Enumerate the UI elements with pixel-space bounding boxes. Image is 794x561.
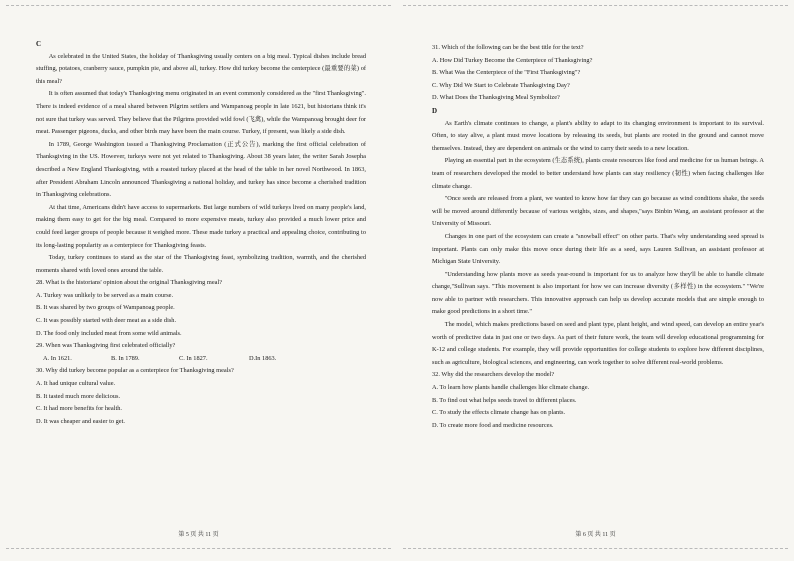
top-dashed-line: [403, 5, 788, 6]
question-30-option-b: B. It tasted much more delicious.: [36, 392, 121, 400]
bottom-dashed-line: [403, 548, 788, 549]
page-number-footer: 第 5 页 共 11 页: [178, 532, 219, 538]
right-column: [432, 42, 764, 432]
question-28-option-a: A. Turkey was unlikely to be served as a main course.: [36, 291, 174, 299]
top-dashed-line: [6, 5, 391, 6]
question-29-options: [43, 353, 366, 366]
question-28-option-b: B. It was shared by two groups of Wampanoag people.: [36, 304, 175, 312]
section-d-title: D: [432, 106, 438, 115]
passage-d-paragraph-4: Changes in one part of the ecosystem can create a "snowball effect" on other parts. That's why understanding seed spread is important. Plants can only make this move once during their life as a seed, says Lauren Sullivan, an assistant professor at Michigan State University.: [432, 232, 764, 266]
question-31-option-c: C. Why Did We Start to Celebrate Thanksgiving Day?: [432, 81, 570, 89]
question-29-option-c: C. In 1827.: [179, 354, 208, 362]
question-31-stem: 31. Which of the following can be the best title for the text?: [432, 44, 584, 51]
question-31-option-a: A. How Did Turkey Become the Centerpiece of Thanksgiving?: [432, 56, 593, 64]
question-32-option-a: A. To learn how plants handle challenges like climate change.: [432, 384, 590, 392]
question-29-option-a: A. In 1621.: [43, 354, 72, 362]
question-30-option-c: C. It had more benefits for health.: [36, 405, 122, 413]
question-32-stem: 32. Why did the researchers develop the model?: [432, 371, 555, 379]
passage-d-paragraph-1: As Earth's climate continues to change, a plant's ability to adapt to its changing environment is important to its survival. Often, to stay alive, a plant must move locations by releasing its seeds, but plants are rooted in the ground and cannot move themselves. Instead, they are dependent on animals or the wind to carry their seeds to a new location.: [432, 119, 764, 152]
passage-c-paragraph-4: At that time, Americans didn't have access to supermarkets. But large numbers of wild turkeys lived on many people's land, making them easy to get for the big meal. Compared to more expensive meats, turkey also provided a much lower price and could feed larger groups of people because it weighed more. These made turkey a practical and appealing choice, contributing to its long-lasting popularity as a centerpiece for Thanksgiving feasts.: [36, 203, 366, 249]
question-28-option-c: C. It was possibly started with deer meat as a side dish.: [36, 317, 177, 325]
passage-d-paragraph-6: The model, which makes predictions based on seed and plant type, plant height, and wind speed, can develop an entire year's worth of predictive data in just one or two days. As part of their future work, the team will develop educational programming for K-12 and college students. For example, they will provide opportunities for college students to explore how different disciplines, such as agriculture, biological sciences, and engineering, can work together to solve different real-world problems.: [432, 321, 764, 366]
question-31-option-b: B. What Was the Centerpiece of the "First Thanksgiving"?: [432, 69, 581, 77]
passage-c-paragraph-2: It is often assumed that today's Thanksgiving menu originated in an event commonly considered as the "first Thanksgiving". There is indeed evidence of a meal shared between Pilgrim settlers and Wampanoag people in late 1621, but historians think it's not sure that turkey was served. They believe that the Pilgrims provided wild fowl (飞禽), while the Wampanoag brought deer for meat. Passenger pigeons, ducks, and other birds may have been the main course. Turkey, if present, was likely a side dish.: [36, 90, 366, 136]
section-c-title: C: [36, 40, 42, 48]
passage-d-paragraph-5: "Understanding how plants move as seeds year-round is important for us to analyze how they'll be able to handle climate change,"Sullivan says. "This movement is also important for how we can increase diversity (多样性) in the ecosystem." "We're now able to partner with researchers. This innovative approach can help us develop accurate models that are simple enough to make good predictions in a short time.": [432, 270, 764, 316]
question-29-option-d: D.In 1863.: [249, 354, 277, 362]
right-page: [397, 0, 794, 561]
question-30-option-d: D. It was cheaper and easier to get.: [36, 417, 125, 425]
passage-c-paragraph-5: Today, turkey continues to stand as the star of the Thanksgiving feast, symbolizing tradition, warmth, and the cherished moments shared with loved ones around the table.: [36, 254, 366, 274]
question-28-stem: 28. What is the historians' opinion about the original Thanksgiving meal?: [36, 279, 223, 287]
left-column: [36, 38, 366, 428]
passage-d-paragraph-2: Playing an essential part in the ecosystem (生态系统), plants create resources like food and medicine for us human beings. A team of researchers developed the model to better understand how plants can stay resiliency (韧性) when facing challenges like climate change.: [432, 157, 764, 190]
question-29-stem: 29. When was Thanksgiving first celebrated officially?: [36, 342, 176, 350]
question-32-option-d: D. To create more food and medicine resources.: [432, 421, 554, 429]
page-number-footer: 第 6 页 共 11 页: [575, 532, 616, 538]
bottom-dashed-line: [6, 548, 391, 549]
passage-c-paragraph-3: In 1789, George Washington issued a Thanksgiving Proclamation (正式公告), marking the first official celebration of Thanksgiving in the US. However, turkeys were not yet related to Thanksgiving. About 38 years later, the writer Sarah Josepha described a New England Thanksgiving, with a roasted turkey placed at the head of the table in her novel Northwood. In 1863, after President Abraham Lincoln announced Thanksgiving a national holiday, and turkey has since become a cherished tradition in Thanksgiving celebrations.: [36, 140, 366, 199]
question-29-option-b: B. In 1789.: [111, 354, 140, 362]
question-32-option-c: C. To study the effects climate change has on plants.: [432, 409, 566, 417]
question-30-option-a: A. It had unique cultural value.: [36, 380, 116, 388]
question-31-option-d: D. What Does the Thanksgiving Meal Symbolize?: [432, 94, 560, 102]
question-32-option-b: B. To find out what helps seeds travel to different places.: [432, 396, 577, 404]
passage-d-paragraph-3: "Once seeds are released from a plant, we wanted to know how far they can go because as wind conditions shake, the seeds will be moved around differently because of various weights, sizes, and shapes,"says Binbin Wang, an assistant professor at the University of Missouri.: [432, 195, 764, 228]
question-30-stem: 30. Why did turkey become popular as a centerpiece for Thanksgiving meals?: [36, 367, 234, 375]
question-28-option-d: D. The food only included meat from some wild animals.: [36, 329, 182, 337]
passage-c-paragraph-1: As celebrated in the United States, the holiday of Thanksgiving usually centers on a big meal. Typical dishes include bread stuffing, potatoes, cranberry sauce, pumpkin pie, and above all, turkey. How did turkey become the centerpiece (最重要的菜) of this meal?: [36, 52, 366, 85]
